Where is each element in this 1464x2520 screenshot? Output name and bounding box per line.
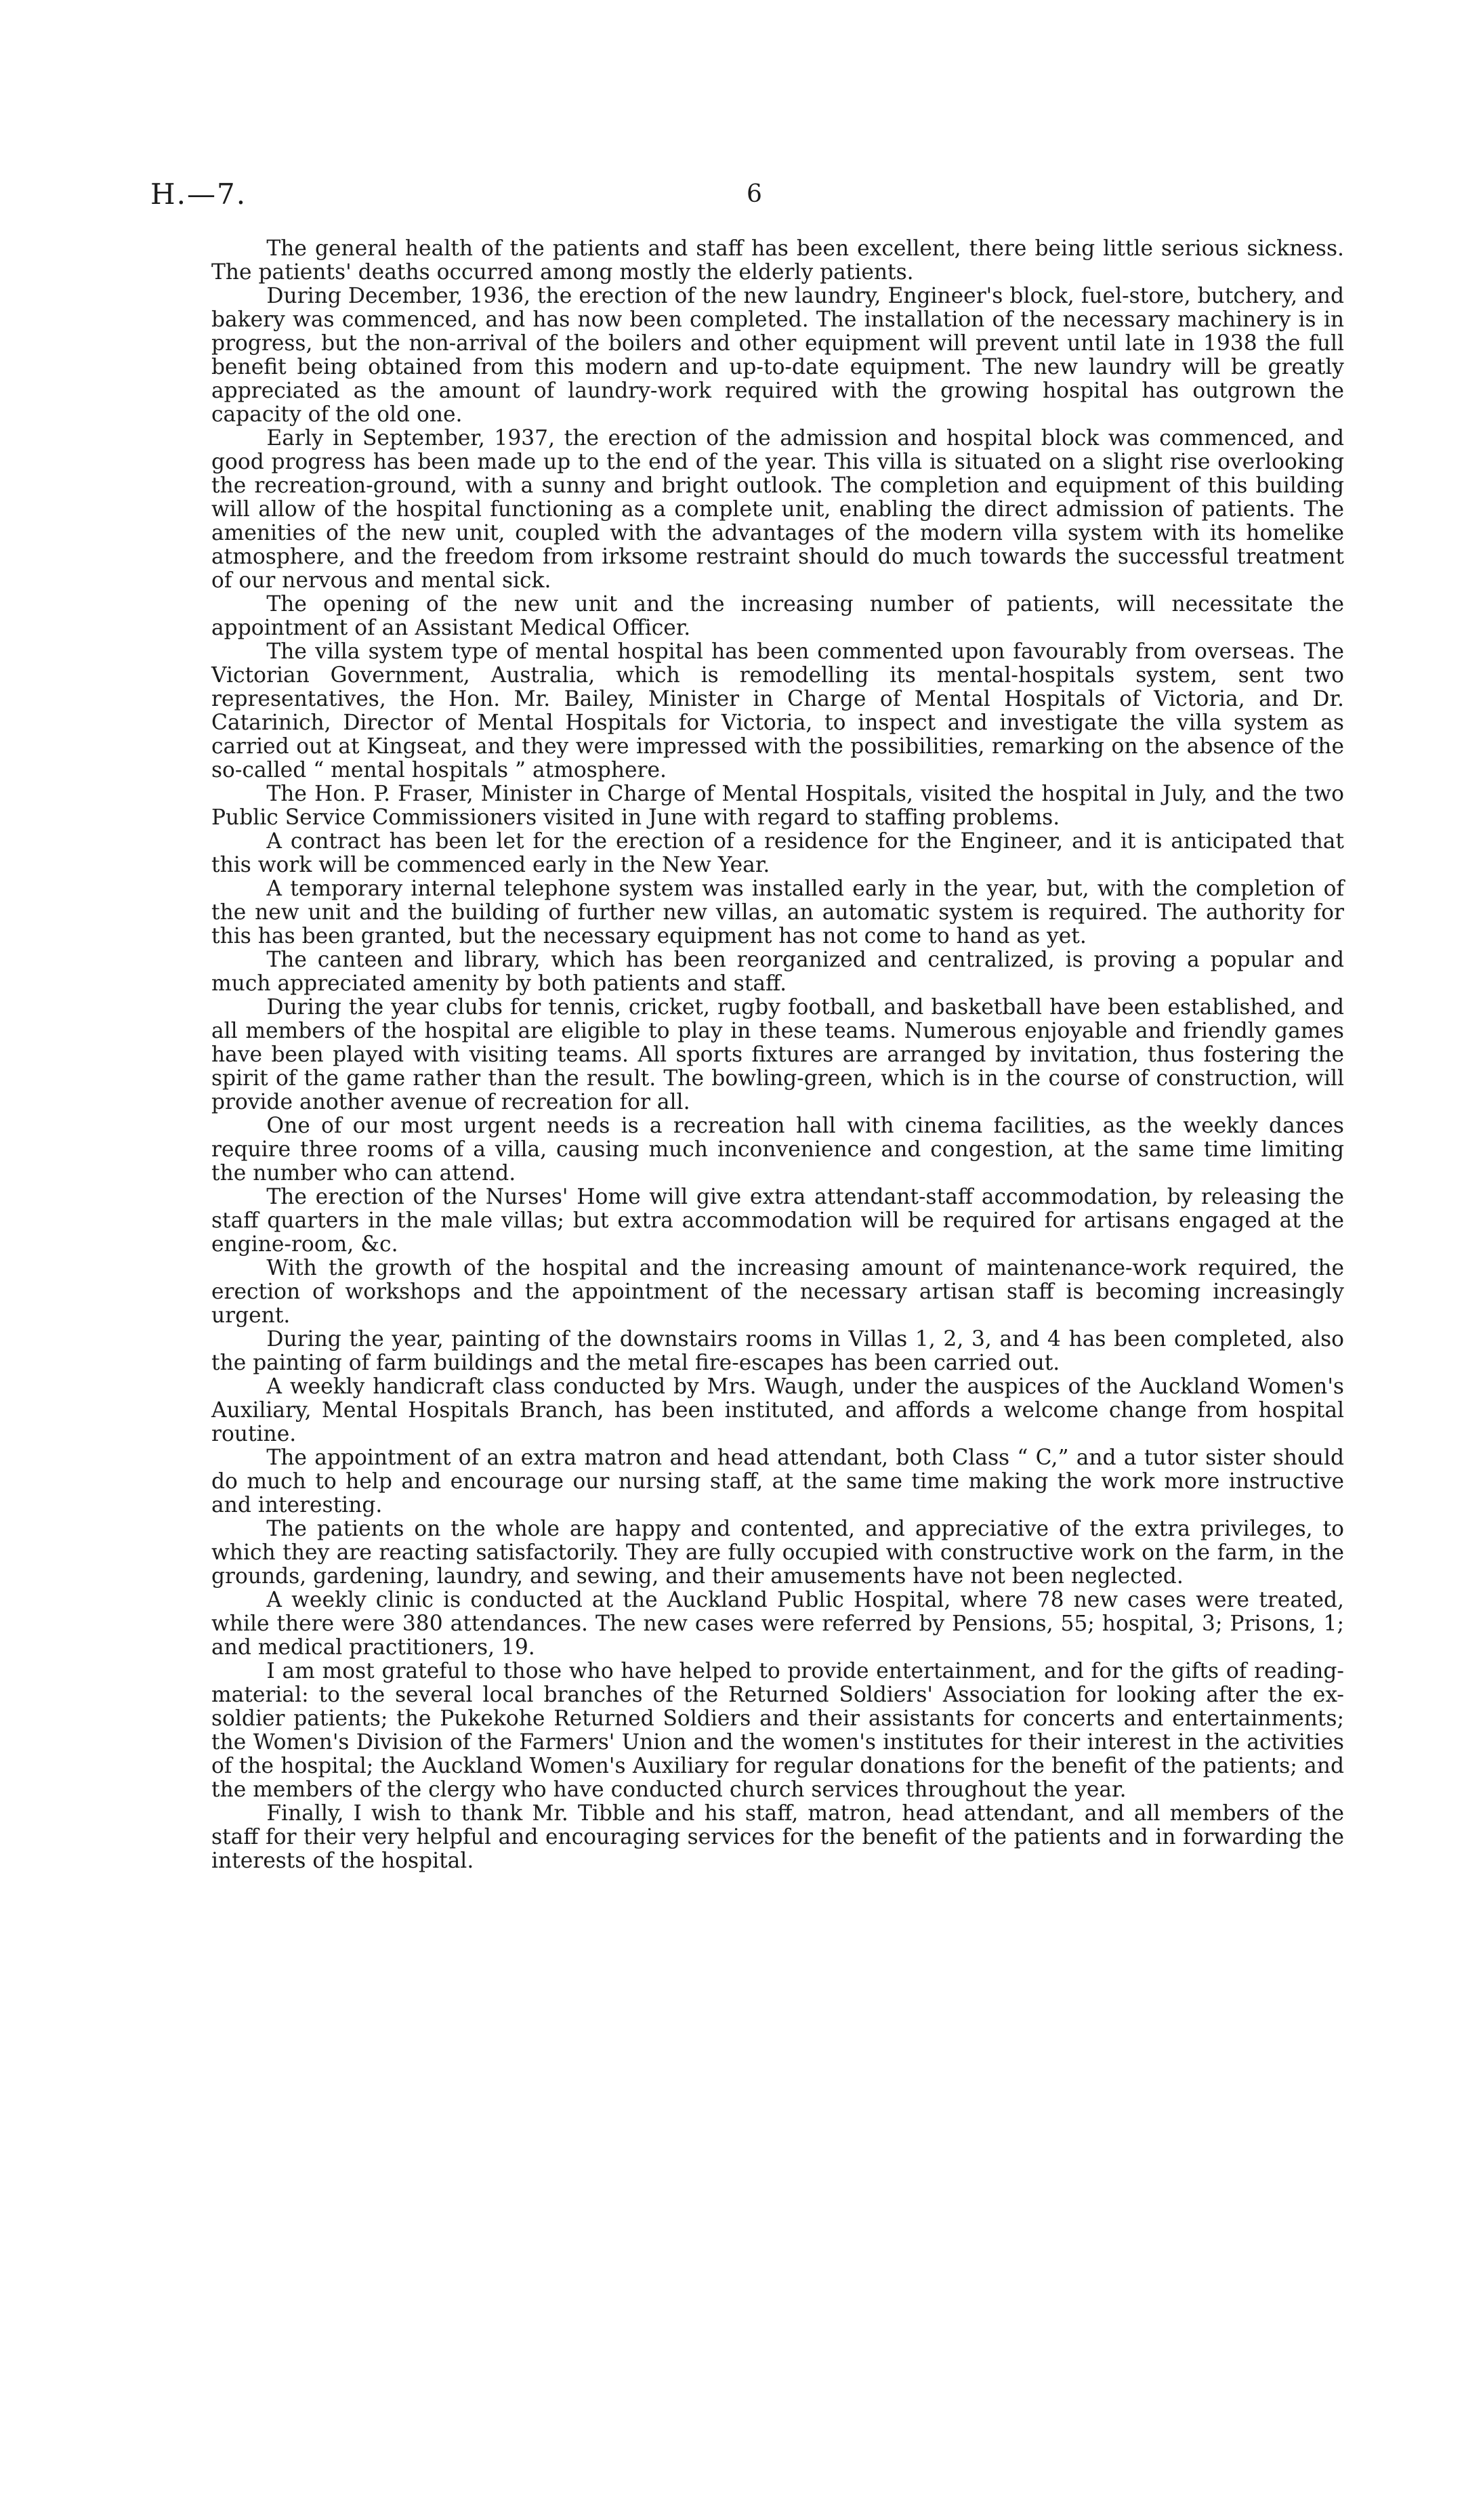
report-body xyxy=(211,237,1344,1873)
page-header xyxy=(150,177,1404,218)
paragraph-closing-thanks: Finally, I wish to thank Mr. Tibble and his staff, matron, head attendant, and all members of the staff for their very helpful and encouraging services for the benefit of the patients and in forwarding the interests of the hospital. xyxy=(211,1801,1344,1873)
paragraph-sports-clubs: During the year clubs for tennis, cricket, rugby football, and basketball have been established, and all members of the hospital are eligible to play in these teams. Numerous enjoyable and friendly games have been played with visiting teams. All sports fixtures are arranged by invitation, thus fostering the spirit of the game rather than the result. The bowling-green, which is in the course of construction, will provide another avenue of recreation for all. xyxy=(211,995,1344,1114)
paragraph-handicraft-class: A weekly handicraft class conducted by Mrs. Waugh, under the auspices of the Auckland Women's Auxiliary, Mental Hospitals Branch, has been instituted, and affords a welcome change from hospital routine. xyxy=(211,1374,1344,1446)
paragraph-laundry-block: During December, 1936, the erection of the new laundry, Engineer's block, fuel-store, butchery, and bakery was commenced, and has now been completed. The installation of the necessary machinery is in progress, but the non-arrival of the boilers and other equipment will prevent until late in 1938 the full benefit being obtained from this modern and up-to-date equipment. The new laundry will be greatly appreciated as the amount of laundry-work required with the growing hospital has outgrown the capacity of the old one. xyxy=(211,284,1344,427)
paragraph-medical-officer: The opening of the new unit and the increasing number of patients, will necessitate the appointment of an Assistant Medical Officer. xyxy=(211,592,1344,640)
report-reference: H.—7. xyxy=(150,177,247,211)
paragraph-matron-appointment: The appointment of an extra matron and head attendant, both Class “ C,” and a tutor sister should do much to help and encourage our nursing staff, at the same time making the work more instructive and interesting. xyxy=(211,1446,1344,1517)
paragraph-canteen-library: The canteen and library, which has been reorganized and centralized, is proving a popular and much appreciated amenity by both patients and staff. xyxy=(211,948,1344,996)
paragraph-general-health: The general health of the patients and staff has been excellent, there being little serious sickness. The patients' deaths occurred among mostly the elderly patients. xyxy=(211,236,1344,285)
paragraph-weekly-clinic: A weekly clinic is conducted at the Auckland Public Hospital, where 78 new cases were treated, while there were 380 attendances. The new cases were referred by Pensions, 55; hospital, 3; Prisons, 1; and medical practitioners, 19. xyxy=(211,1588,1344,1660)
paragraph-admission-block: Early in September, 1937, the erection of the admission and hospital block was commenced, and good progress has been made up to the end of the year. This villa is situated on a slight rise overlooking the recreation-ground, with a sunny and bright outlook. The completion and equipment of this building will allow of the hospital functioning as a complete unit, enabling the direct admission of patients. The amenities of the new unit, coupled with the advantages of the modern villa system with its homelike atmosphere, and the freedom from irksome restraint should do much towards the successful treatment of our nervous and mental sick. xyxy=(211,426,1344,593)
paragraph-nurses-home: The erection of the Nurses' Home will give extra attendant-staff accommodation, by releasing the staff quarters in the male villas; but extra accommodation will be required for artisans engaged at the engine-room, &c. xyxy=(211,1185,1344,1257)
page-number: 6 xyxy=(747,180,762,208)
paragraph-acknowledgements: I am most grateful to those who have helped to provide entertainment, and for the gifts of reading-material: to the several local branches of the Returned Soldiers' Association for looking after the ex-soldier patients; the Pukekohe Returned Soldiers and their assistants for concerts and entertainments; the Women's Division of the Farmers' Union and the women's institutes for their interest in the activities of the hospital; the Auckland Women's Auxiliary for regular donations for the benefit of the patients; and the members of the clergy who have conducted church services throughout the year. xyxy=(211,1659,1344,1802)
paragraph-minister-visit: The Hon. P. Fraser, Minister in Charge of Mental Hospitals, visited the hospital in July, and the two Public Service Commissioners visited in June with regard to staffing problems. xyxy=(211,782,1344,830)
paragraph-recreation-hall: One of our most urgent needs is a recreation hall with cinema facilities, as the weekly dances require three rooms of a villa, causing much inconvenience and congestion, at the same time limiting the number who can attend. xyxy=(211,1114,1344,1185)
paragraph-patients-contented: The patients on the whole are happy and contented, and appreciative of the extra privileges, to which they are reacting satisfactorily. They are fully occupied with constructive work on the farm, in the grounds, gardening, laundry, and sewing, and their amusements have not been neglected. xyxy=(211,1517,1344,1589)
paragraph-villa-system: The villa system type of mental hospital has been commented upon favourably from overseas. The Victorian Government, Australia, which is remodelling its mental-hospitals system, sent two representatives, the Hon. Mr. Bailey, Minister in Charge of Mental Hospitals of Victoria, and Dr. Catarinich, Director of Mental Hospitals for Victoria, to inspect and investigate the villa system as carried out at Kingseat, and they were impressed with the possibilities, remarking on the absence of the so-called “ mental hospitals ” atmosphere. xyxy=(211,639,1344,782)
paragraph-painting: During the year, painting of the downstairs rooms in Villas 1, 2, 3, and 4 has been completed, also the painting of farm buildings and the metal fire-escapes has been carried out. xyxy=(211,1327,1344,1375)
paragraph-workshops: With the growth of the hospital and the increasing amount of maintenance-work required, the erection of workshops and the appointment of the necessary artisan staff is becoming increasingly urgent. xyxy=(211,1256,1344,1328)
paragraph-telephone-system: A temporary internal telephone system was installed early in the year, but, with the completion of the new unit and the building of further new villas, an automatic system is required. The authority for this has been granted, but the necessary equipment has not come to hand as yet. xyxy=(211,877,1344,948)
paragraph-engineer-residence: A contract has been let for the erection of a residence for the Engineer, and it is anticipated that this work will be commenced early in the New Year. xyxy=(211,829,1344,877)
